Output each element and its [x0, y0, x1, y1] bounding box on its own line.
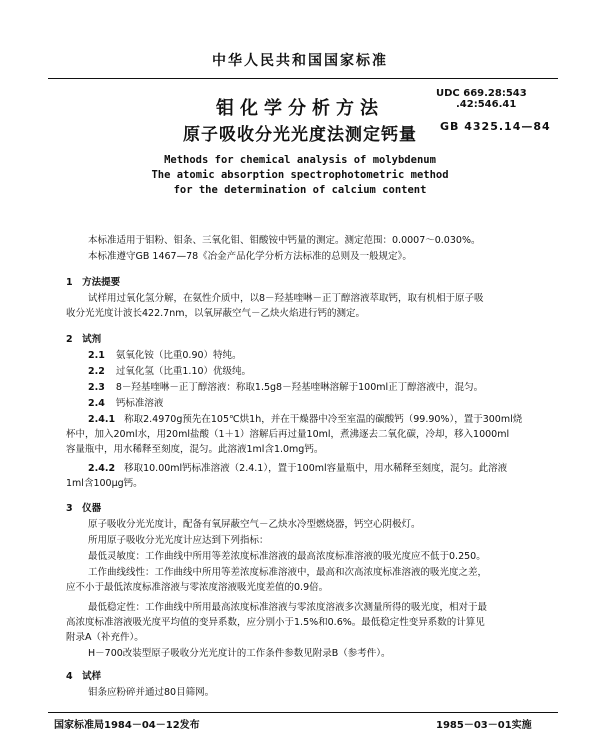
sample-prep: 钼条应粉碎并通过80目筛网。	[88, 687, 215, 698]
item-text: 钙标准溶液	[115, 398, 164, 409]
reagent-2-4-1-line-3: 容量瓶中，用水稀释至刻度，混匀。此溶液1ml含1.0mg钙。	[66, 444, 324, 455]
reagent-2-4-1-line-2: 杯中，加入20ml水，用20ml盐酸（1＋1）溶解后再过量10ml，煮沸逐去二氧化碳，冷却，移入1000ml	[66, 429, 510, 440]
udc-line-2: .42:546.41	[456, 99, 517, 110]
section-2-heading: 2 试剂	[66, 334, 102, 345]
item-text: 过氧化氢（比重1.10）优级纯。	[115, 366, 252, 377]
reagent-2-3	[88, 381, 483, 394]
item-number: 2.1	[88, 350, 105, 361]
item-number: 2.2	[88, 366, 105, 377]
standard-org-title: 中华人民共和国国家标准	[212, 53, 388, 69]
bottom-rule	[48, 712, 558, 713]
english-title-line-3: for the determination of calcium content	[173, 184, 427, 196]
intro-compliance: 本标准遵守GB 1467—78《冶金产品化学分析方法标准的总则及一般规定》。	[88, 251, 412, 262]
effective-date: 1985－03－01实施	[436, 720, 532, 731]
reagent-2-4-2-line-2: 1ml含100μg钙。	[66, 478, 143, 489]
item-text: 称取2.4970g预先在105℃烘1h，并在干燥器中冷至室温的碳酸钙（99.90%），置于300ml烧	[124, 414, 523, 425]
section-4-heading: 4 试样	[66, 671, 102, 682]
item-text: 移取10.00ml钙标准溶液（2.4.1），置于100ml容量瓶中，用水稀释至刻度，混匀。此溶液	[124, 463, 508, 474]
section-1-line-2: 收分光光度计波长422.7nm，以氧屏蔽空气－乙炔火焰进行钙的测定。	[66, 308, 365, 319]
instrument-desc: 原子吸收分光光度计，配备有氧屏蔽空气－乙炔水冷型燃烧器，钙空心阴极灯。	[88, 519, 421, 530]
reagent-2-4-1-line-1	[88, 413, 522, 426]
min-sensitivity: 最低灵敏度：工作曲线中所用等差浓度标准溶液的最高浓度标准溶液的吸光度应不低于0.250。	[88, 551, 486, 562]
item-number: 2.4	[88, 398, 105, 409]
linearity-line-1: 工作曲线线性：工作曲线中所用等差浓度标准溶液中，最高和次高浓度标准溶液的吸光度之差，	[88, 567, 488, 578]
item-text: 氨氧化铵（比重0.90）特纯。	[115, 350, 242, 361]
gb-number: GB 4325.14—84	[440, 120, 551, 133]
reagent-2-2	[88, 365, 251, 378]
reagent-2-4-2-line-1	[88, 462, 507, 475]
linearity-line-2: 应不小于最低浓度标准溶液与零浓度溶液吸光度差值的0.9倍。	[66, 582, 329, 593]
stability-line-1: 最低稳定性：工作曲线中所用最高浓度标准溶液与零浓度溶液多次测量所得的吸光度，相对于最	[88, 602, 488, 613]
reagent-2-1	[88, 349, 242, 362]
english-title-line-1: Methods for chemical analysis of molybdenum	[164, 154, 436, 166]
h700-conditions: H－700改装型原子吸收分光光度计的工作条件参数见附录B（参考件）。	[88, 648, 391, 659]
top-rule	[48, 78, 558, 79]
instrument-requirements: 所用原子吸收分光光度计应达到下列指标：	[88, 535, 269, 546]
item-number: 2.4.1	[88, 414, 116, 425]
title-line-2: 原子吸收分光光度法测定钙量	[183, 125, 417, 145]
item-text: 8－羟基喹啉－正丁醇溶液：称取1.5g8－羟基喹啉溶解于100ml正丁醇溶液中，混匀。	[115, 382, 484, 393]
item-number: 2.3	[88, 382, 105, 393]
section-1-heading: 1 方法提要	[66, 277, 121, 288]
udc-code	[436, 88, 527, 110]
section-1-line-1: 试样用过氧化氢分解，在氨性介质中，以8－羟基喹啉－正丁醇溶液萃取钙，取有机相于原子吸	[88, 293, 484, 304]
intro-scope: 本标准适用于钼粉、钼条、三氧化钼、钼酸铵中钙量的测定。测定范围：0.0007～0.030%。	[88, 235, 481, 246]
item-number: 2.4.2	[88, 463, 116, 474]
udc-line-1: UDC 669.28:543	[436, 88, 527, 99]
issue-date: 国家标准局1984－04－12发布	[54, 720, 200, 731]
stability-line-2: 高浓度标准溶液吸光度平均值的变异系数，应分别小于1.5%和0.6%。最低稳定性变异系数的计算见	[66, 617, 485, 628]
section-3-heading: 3 仪器	[66, 503, 102, 514]
english-title-line-2: The atomic absorption spectrophotometric method	[151, 169, 449, 181]
reagent-2-4	[88, 397, 163, 410]
title-line-1: 钼化学分析方法	[216, 98, 384, 119]
stability-line-3: 附录A（补充件）。	[66, 632, 144, 643]
